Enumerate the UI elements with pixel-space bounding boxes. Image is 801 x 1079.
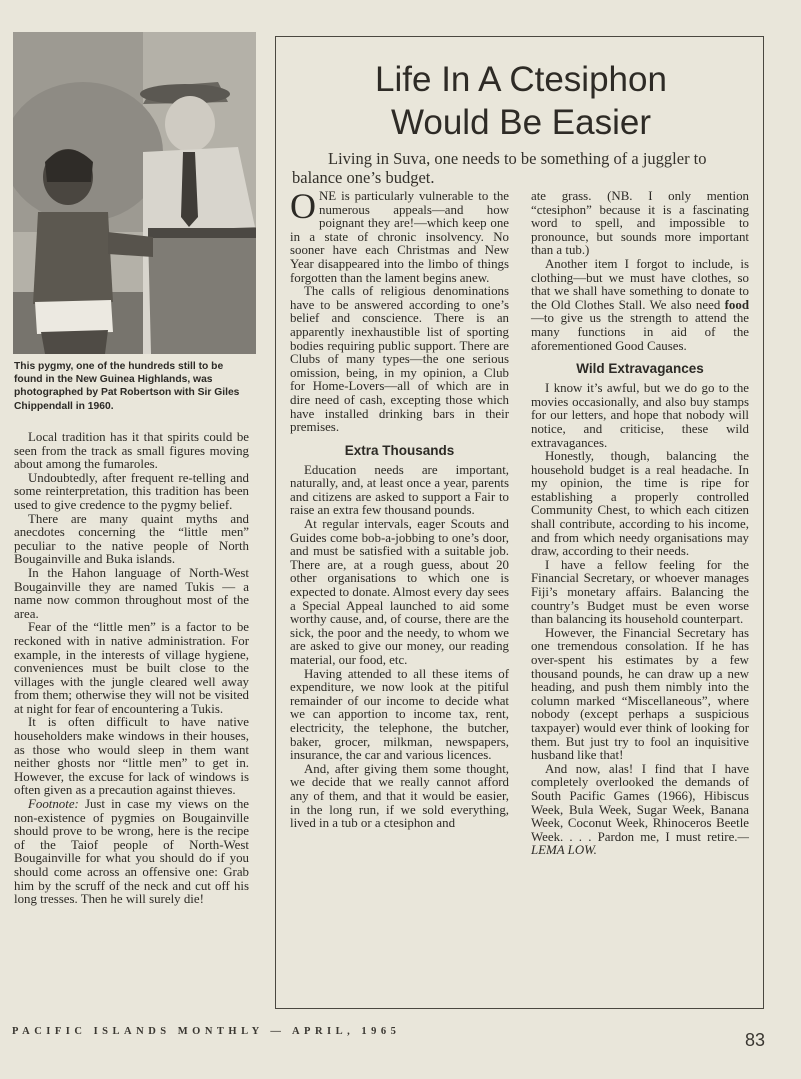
drop-cap: O: [290, 186, 316, 226]
bold-word: food: [724, 297, 749, 312]
paragraph: And, after giving them some thought, we decide that we really cannot afford any of them, and that it would be easier, in the long run, if we sold everything, lived in a tub or a ctesiphon and: [290, 761, 509, 831]
left-column: [14, 431, 249, 907]
paragraph: Local tradition has it that spirits could be seen from the track as small figures moving about among the fumaroles.: [14, 430, 249, 472]
paragraph: There are many quaint myths and anecdotes concerning the “little men” peculiar to the native people of North Bougainville and Buka islands.: [14, 511, 249, 567]
text-run: —to give us the strength to attend the many functions in aid of the aforementioned Good Causes.: [531, 311, 749, 353]
paragraph: In the Hahon language of North-West Bougainville they are named Tukis — a name now common throughout most of the area.: [14, 565, 249, 621]
paragraph: Education needs are important, naturally, and, at least once a year, parents and citizens are asked to support a Fair to raise an extra few thousand pounds.: [290, 462, 509, 518]
paragraph: I have a fellow feeling for the Financial Secretary, or whoever manages Fiji’s monetary affairs. Balancing the country’s Budget must be even worse than balancing its household counterpart.: [531, 557, 749, 627]
article-subtitle: Living in Suva, one needs to be something of a juggler to balance one’s budget.: [292, 149, 707, 187]
page-footer: PACIFIC ISLANDS MONTHLY — APRIL, 1965: [12, 1026, 401, 1037]
middle-column: [290, 186, 509, 831]
paragraph: The calls of religious denominations have to be answered according to one’s belief and conscience. There is an apparently inexhaustible list of sporting bodies requiring public support. There are Clubs of many types—the one serious omission, being, in my opinion, a Club for Home-Lovers—all of which are in dire need of cash, excepting those which have installed drinking bars in their premises.: [290, 284, 509, 435]
paragraph: Honestly, though, balancing the household budget is a real headache. In my opinion, the time is ripe for establishing a properly controlled Community Chest, to which each citizen shall contribute, according to his income, and from which needy organisations may draw, according to their needs.: [531, 449, 749, 559]
paragraph: At regular intervals, eager Scouts and Guides come bob-a-jobbing to one’s door, and must be satisfied with a suitable job. There are, at a rough guess, about 20 other organisations to which one is expected to donate. Almost every day sees a Special Appeal launched to aid some worthy cause, and, of course, there are the sick, the poor and the needy, to whom we are asked to give our money, our reading material, our food, etc.: [290, 517, 509, 667]
footnote-label: Footnote:: [28, 797, 79, 812]
section-heading: Wild Extravagances: [576, 361, 704, 377]
text-run: And now, alas! I find that I have completely overlooked the demands of South Pacific Games (1966), Hibiscus Week, Bula Week, Sugar Week, Banana Week, Coconut Week, Rhinoceros Beetle Week. . . . Pardon me, I must retire.: [531, 761, 749, 844]
paragraph: I know it’s awful, but we do go to the movies occasionally, and also buy stamps for our letters, and hope that nobody will notice, and criticise, these wild extravagances.: [531, 381, 749, 450]
paragraph: ate grass. (NB. I only mention “ctesiphon” because it is a fascinating word to spell, and impossible to pronounce, but sounds more important than a tub.): [531, 189, 749, 258]
title-line-2: Would Be Easier: [390, 103, 652, 142]
opening-paragraph: [290, 186, 509, 285]
text-run: Another item I forgot to include, is clothing—but we must have clothes, so that we shall have something to donate to the Old Clothes Stall. We also need: [531, 256, 749, 312]
paragraph: Having attended to all these items of expenditure, we now look at the pitiful remainder of our income to decide what we can apportion to income tax, rent, electricity, the telephone, the butcher, baker, grocer, milkman, newspapers, insurance, the car and various licences.: [290, 666, 509, 763]
right-column: [531, 190, 749, 858]
page-number: 83: [745, 1030, 766, 1050]
opening-text: NE is particularly vulnerable to the numerous appeals—and how poignant they are!—which keep one in a state of chronic insolvency. No sooner have each Christmas and New Year disappeared into the limbo of things forgotten than the lament begins anew.: [290, 189, 509, 285]
photo-illustration: [13, 32, 256, 354]
paragraph: Undoubtedly, after frequent re-telling and some reinterpretation, this tradition has been used to give credence to the pygmy belief.: [14, 470, 249, 512]
paragraph: It is often difficult to have native householders make windows in their houses, as those who would sleep in them want neither ghosts nor “little men” to get in. However, the excuse for lack of windows is often given as a precaution against thieves.: [14, 715, 249, 798]
title-line-1: Life In A Ctesiphon: [375, 60, 667, 99]
paragraph: Fear of the “little men” is a factor to be reckoned with in native administration. For example, in the interests of village hygiene, conveniences must be built close to the villages with the jungle cleared well away from them; otherwise they will not be visited at night for fear of encountering a Tukis.: [14, 620, 249, 716]
paragraph: [531, 258, 749, 353]
paragraph: However, the Financial Secretary has one tremendous consolation. If he has over-spent his estimates by a few thousand pounds, he can draw up a new heading, and push them nimbly into the column marked “Miscellaneous”, where nobody (except perhaps a suspicious taxpayer) would ever think of looking for them. But just try to fool an inquisitive husband like that!: [531, 625, 749, 763]
author-signature: —LEMA LOW.: [531, 829, 749, 858]
section-heading: Extra Thousands: [344, 442, 455, 458]
article-title: [281, 58, 761, 144]
photo-caption: This pygmy, one of the hundreds still to be found in the New Guinea Highlands, was photographed by Pat Robertson with Sir Giles Chippendall in 1960.: [14, 361, 240, 412]
footnote-paragraph: [14, 798, 249, 907]
footnote-text: Just in case my views on the non-existence of pygmies on Bougainville should prove to be wrong, here is the recipe of the Taiof people of North-West Bougainville for what you should do if you should come across an offensive one: Grab him by the scruff of the neck and cut off his long tresses. Then he will surely die!: [14, 797, 249, 907]
pygmy-photo: [13, 32, 256, 354]
closing-paragraph: [531, 763, 749, 858]
